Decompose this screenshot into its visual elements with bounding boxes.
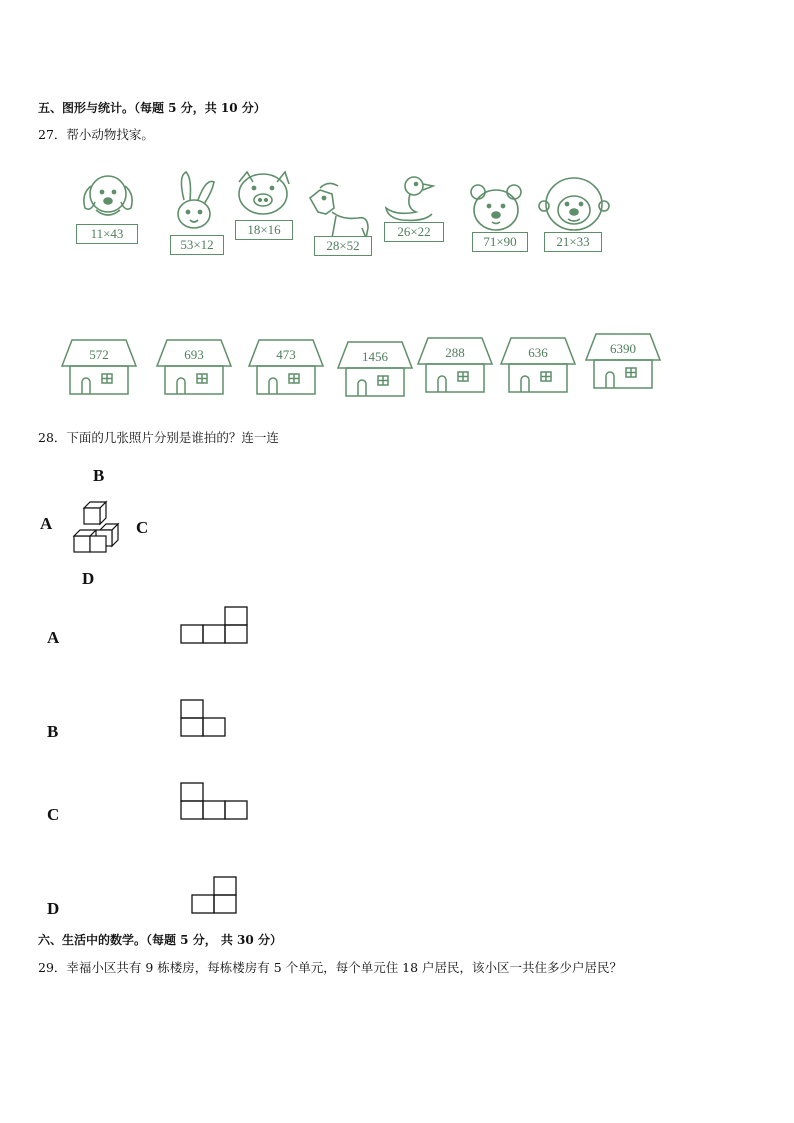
cube-stack-figure [70, 500, 122, 558]
viewpoint-label-right: C [136, 518, 149, 537]
duck-picture [380, 172, 450, 252]
house-3 [247, 338, 325, 396]
house-6-number: 636 [528, 345, 548, 360]
view-d-shape [191, 876, 241, 916]
view-label-d: D [47, 899, 60, 918]
question-29-text: 29．幸福小区共有 9 栋楼房，每栋楼房有 5 个单元，每个单元住 18 户居民，该小区一共住多少户居民？ [38, 960, 623, 975]
view-c-shape [180, 782, 252, 822]
cube-stack-icon [70, 500, 122, 554]
house-1 [60, 338, 138, 396]
house-7-number: 6390 [610, 341, 636, 356]
goat-expression: 28×52 [314, 236, 372, 256]
rabbit-picture [166, 170, 230, 260]
house-2-number: 693 [184, 347, 204, 362]
section-five-heading: 五、图形与统计。（每题 5 分，共 10 分） [38, 101, 266, 115]
dog-picture [74, 170, 144, 250]
monkey-expression: 21×33 [544, 232, 602, 252]
view-a-shape [180, 606, 250, 646]
house-4-number: 1456 [362, 349, 388, 364]
house-3-number: 473 [276, 347, 296, 362]
view-b-shape [180, 699, 230, 739]
pig-picture [233, 168, 297, 248]
house-6 [499, 336, 577, 394]
house-5 [416, 336, 494, 394]
bear-expression: 71×90 [472, 232, 528, 252]
viewpoint-label-top: B [93, 466, 105, 485]
view-label-a: A [47, 628, 60, 647]
view-label-c: C [47, 805, 60, 824]
house-4 [336, 340, 414, 398]
house-1-number: 572 [89, 347, 109, 362]
question-28-text: 28．下面的几张照片分别是谁拍的？连一连 [38, 430, 279, 445]
rabbit-expression: 53×12 [170, 235, 224, 255]
viewpoint-label-left: A [40, 514, 53, 533]
pig-expression: 18×16 [235, 220, 293, 240]
question-27-text: 27．帮小动物找家。 [38, 127, 154, 142]
dog-expression: 11×43 [76, 224, 138, 244]
house-7 [584, 332, 662, 390]
monkey-picture [538, 176, 610, 256]
section-six-heading: 六、生活中的数学。（每题 5 分， 共 30 分） [38, 933, 282, 947]
bear-picture [466, 182, 530, 262]
viewpoint-label-bottom: D [82, 569, 95, 588]
house-2 [155, 338, 233, 396]
view-label-b: B [47, 722, 59, 741]
house-5-number: 288 [445, 345, 465, 360]
goat-picture [306, 178, 378, 264]
duck-expression: 26×22 [384, 222, 444, 242]
